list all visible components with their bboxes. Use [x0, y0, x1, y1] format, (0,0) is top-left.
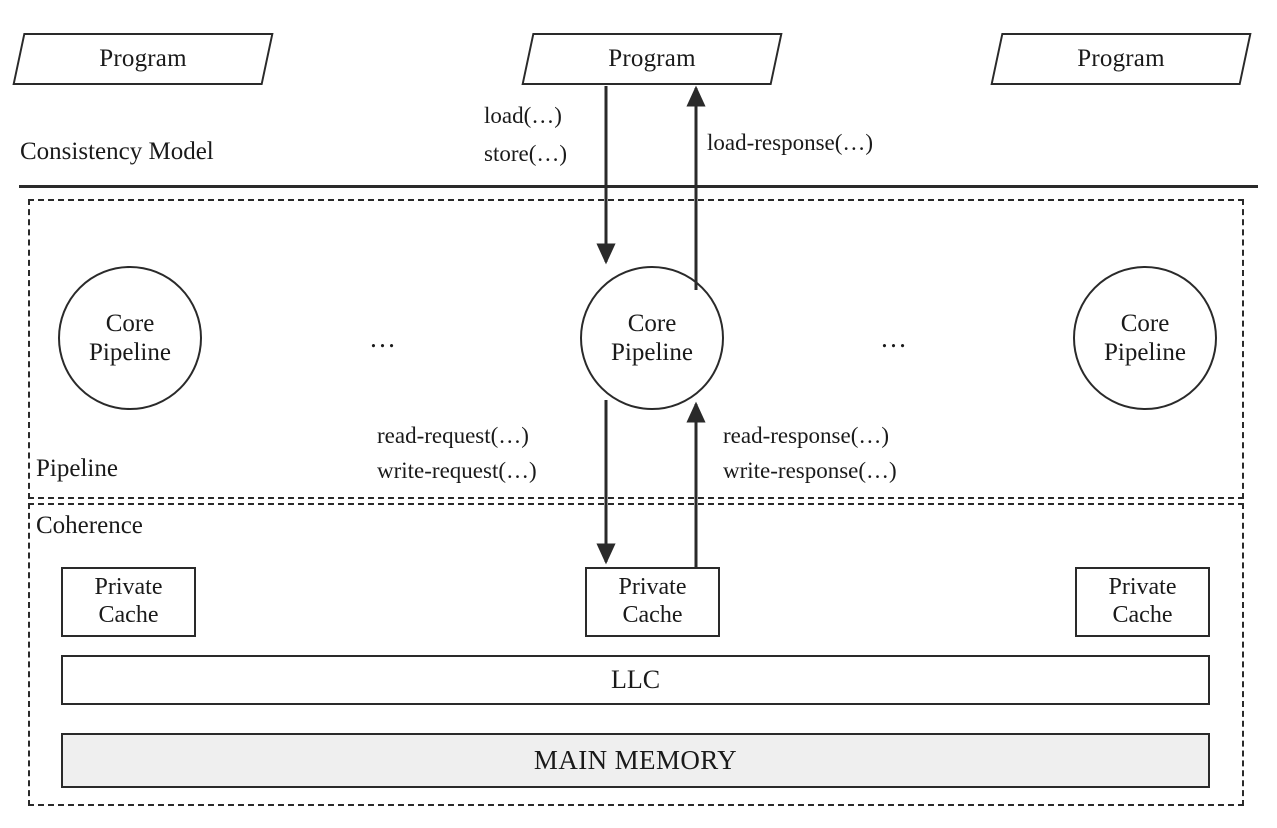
core-pipeline-right-line1: Core: [1120, 310, 1170, 337]
ellipsis-right: …: [880, 323, 909, 353]
core-pipeline-left-line2: Pipeline: [89, 339, 171, 366]
consistency-model-divider: [19, 185, 1258, 188]
llc-label: LLC: [610, 664, 661, 694]
private-cache-center-line2: Cache: [622, 602, 683, 628]
load-response-label: load-response(…): [707, 130, 874, 155]
main-memory-label: MAIN MEMORY: [533, 744, 738, 775]
core-pipeline-left: [58, 266, 202, 410]
coherence-label: Coherence: [36, 512, 143, 539]
program-label-left: Program: [99, 45, 187, 72]
private-cache-left: [61, 567, 196, 637]
pipeline-label: Pipeline: [36, 455, 118, 482]
private-cache-right: [1075, 567, 1210, 637]
core-pipeline-right-line2: Pipeline: [1104, 339, 1186, 366]
core-pipeline-center-line1: Core: [627, 310, 677, 337]
core-pipeline-right: [1073, 266, 1217, 410]
private-cache-right-line2: Cache: [1112, 602, 1173, 628]
private-cache-left-line1: Private: [94, 574, 163, 601]
main-memory-box: [61, 733, 1210, 788]
read-request-label: read-request(…): [377, 423, 529, 448]
program-label-center: Program: [608, 45, 696, 72]
private-cache-center-line1: Private: [618, 574, 687, 601]
ellipsis-left: …: [369, 323, 398, 353]
write-response-label: write-response(…): [723, 458, 897, 483]
write-request-label: write-request(…): [377, 458, 537, 483]
load-label: load(…): [484, 103, 562, 128]
private-cache-left-line2: Cache: [98, 602, 159, 628]
private-cache-center: [585, 567, 720, 637]
core-pipeline-left-line1: Core: [105, 310, 155, 337]
store-label: store(…): [484, 141, 568, 166]
private-cache-right-line1: Private: [1108, 574, 1177, 601]
consistency-model-label: Consistency Model: [20, 138, 214, 165]
core-pipeline-center: [580, 266, 724, 410]
program-label-right: Program: [1077, 45, 1165, 72]
read-response-label: read-response(…): [723, 423, 890, 448]
llc-box: [61, 655, 1210, 705]
core-pipeline-center-line2: Pipeline: [611, 339, 693, 366]
